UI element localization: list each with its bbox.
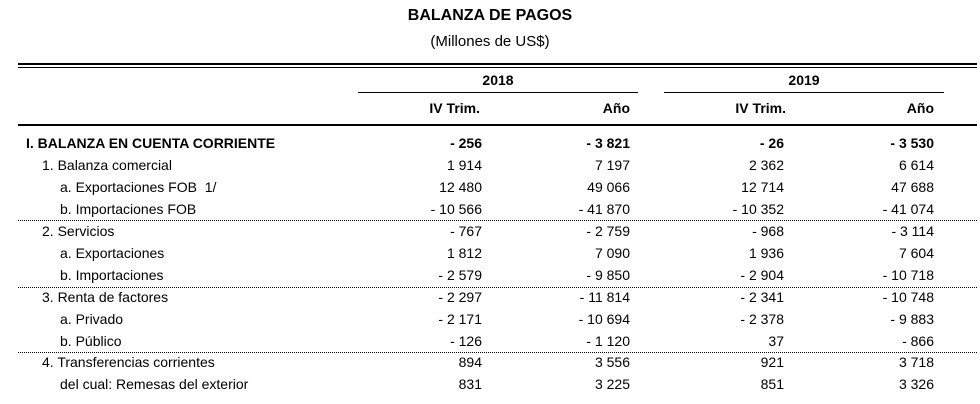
table-row [0,376,980,398]
col-header-2019-q4: IV Trim. [735,100,786,116]
cell-2018-q4: 1 812 [446,245,482,261]
cell-2018-year: 7 197 [594,157,630,173]
row-label: b. Público [60,333,122,349]
cell-2018-year: - 11 814 [579,289,630,305]
row-label: I. BALANZA EN CUENTA CORRIENTE [26,135,276,151]
cell-2018-q4: - 2 171 [438,311,482,327]
cell-2019-q4: 1 936 [748,245,784,261]
cell-2019-year: - 9 883 [890,311,934,327]
col-header-2018-year: Año [602,100,630,116]
table-row [0,135,980,157]
cell-2019-year: 47 688 [891,179,934,195]
cell-2019-year: 3 718 [898,354,934,370]
table-row [0,223,980,245]
row-label: del cual: Remesas del exterior [60,376,249,392]
cell-2018-q4: - 767 [450,223,482,239]
cell-2019-q4: - 968 [752,223,784,239]
header-rule [18,124,977,126]
cell-2019-q4: - 2 378 [740,311,784,327]
cell-2018-q4: - 2 579 [438,267,482,283]
cell-2019-q4: 37 [768,333,784,349]
year-underline-2018 [358,92,638,93]
year-header-2019: 2019 [788,72,820,88]
table-row [0,267,980,289]
cell-2018-q4: 12 480 [439,179,482,195]
year-header-2018: 2018 [482,72,514,88]
cell-2019-year: - 41 074 [882,201,934,217]
section-divider [18,352,977,353]
cell-2019-year: 7 604 [898,245,934,261]
cell-2018-year: - 41 870 [578,201,630,217]
table-row [0,245,980,267]
cell-2018-year: 3 225 [594,376,630,392]
cell-2018-year: 3 556 [594,354,630,370]
row-label: a. Privado [60,311,124,327]
row-label: b. Importaciones [60,267,164,283]
cell-2018-year: 7 090 [594,245,630,261]
cell-2018-q4: - 2 297 [438,289,482,305]
col-header-2019-year: Año [906,100,934,116]
row-label: a. Exportaciones [60,245,165,261]
cell-2018-q4: - 10 566 [430,201,482,217]
cell-2018-q4: 831 [458,376,482,392]
cell-2018-q4: 1 914 [446,157,482,173]
cell-2019-q4: 921 [760,354,784,370]
cell-2019-q4: 2 362 [748,157,784,173]
table-row [0,157,980,179]
cell-2019-q4: - 26 [759,135,784,151]
cell-2019-year: - 3 530 [890,135,934,151]
top-rule-thin [18,67,977,68]
cell-2018-year: 49 066 [587,179,630,195]
row-label: 1. Balanza comercial [42,157,172,173]
cell-2019-year: - 10 718 [882,267,934,283]
cell-2019-q4: 851 [760,376,784,392]
cell-2019-q4: - 10 352 [732,201,784,217]
cell-2018-year: - 9 850 [586,267,630,283]
cell-2018-year: - 1 120 [586,333,630,349]
table-row [0,289,980,311]
cell-2019-year: - 866 [902,333,934,349]
cell-2018-year: - 10 694 [578,311,630,327]
col-header-2018-q4: IV Trim. [429,100,480,116]
row-label: 4. Transferencias corrientes [42,354,215,370]
cell-2019-q4: - 2 904 [740,267,784,283]
cell-2018-q4: - 126 [450,333,482,349]
cell-2018-year: - 3 821 [586,135,630,151]
year-underline-2019 [664,92,944,93]
cell-2019-year: - 10 748 [882,289,934,305]
table-row [0,311,980,333]
cell-2018-year: - 2 759 [586,223,630,239]
page-title: BALANZA DE PAGOS [407,7,573,24]
table-row [0,354,980,376]
row-label: a. Exportaciones FOB 1/ [60,179,217,195]
cell-2018-q4: 894 [458,354,482,370]
cell-2019-year: 6 614 [898,157,934,173]
cell-2019-q4: 12 714 [741,179,784,195]
cell-2019-q4: - 2 341 [740,289,784,305]
page-subtitle: (Millones de US$) [430,33,550,50]
row-label: 3. Renta de factores [42,289,169,305]
table-row [0,179,980,201]
cell-2019-year: 3 326 [898,376,934,392]
section-divider [18,287,977,288]
cell-2019-year: - 3 114 [891,223,934,239]
row-label: b. Importaciones FOB [60,201,197,217]
row-label: 2. Servicios [42,223,115,239]
top-rule [18,63,977,65]
section-divider [18,220,977,221]
cell-2018-q4: - 256 [450,135,482,151]
